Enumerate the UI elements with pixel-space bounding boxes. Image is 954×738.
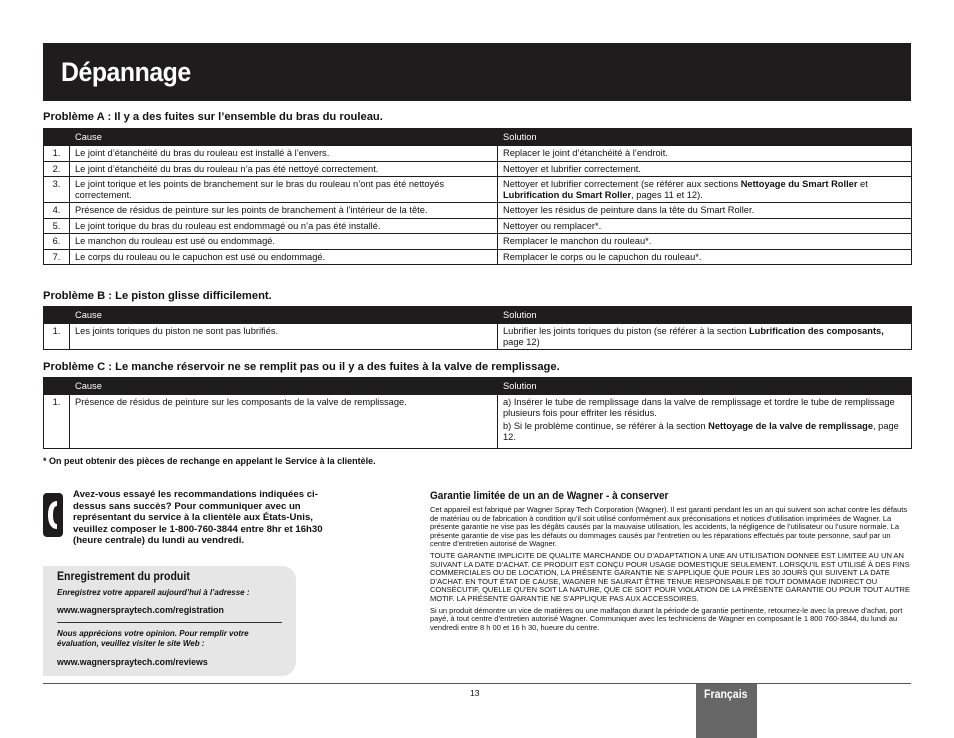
row-number: 1. [44, 324, 70, 350]
cause-cell: Le corps du rouleau ou le capuchon est usé ou endommagé. [70, 249, 498, 265]
row-number: 6. [44, 234, 70, 250]
row-number: 1. [44, 146, 70, 162]
problem-c-table [43, 377, 912, 449]
row-number: 3. [44, 177, 70, 203]
warranty-paragraph: Si un produit démontre un vice de matières ou une malfaçon durant la période de garantie pertinente, retournez-le avec la preuve d’achat, port payé, à tout centre d’entretien autorisé Wagner. Communiquer avec les techniciens de Wagner en composant le 1 800 760-3844, du lundi au vendredi entre 8 h 00 et 16 h 30, hueure du centre. [430, 605, 903, 632]
problem-b-title: Problème B : Le piston glisse difficilement. [43, 290, 272, 302]
table-row [44, 234, 912, 250]
warranty-paragraph: TOUTE GARANTIE IMPLICITE DE QUALITE MARCHANDE OU D’ADAPTATION A UNE AN UTILISATION DONNEE EST LIMITEE AU UN AN SUIVANT LA DATE D’ACHAT. CE PRODUIT EST CONÇU POUR USAGE DOMESTIQUE SEULEMENT. LORSQU’IL EST UTILISÉ À DES FINS COMMERCIALES OU DE LOCATION, LA PRÉSENTE GARANTIE NE S’APPLIQUE QUE POUR LES 30 JOURS QUI SUIVENT LA DATE D’ACHAT. EN TOUT ÉTAT DE CAUSE, WAGNER NE SAURAIT ÊTRE TENUE RESPONSABLE DE TOUT DOMMAGE INDIRECT OU CONSÉCUTIF, QUELLE QU’EN SOIT LA NATURE, QUE CE SOIT POUR VIOLATION DE LA PRÉSENTE GARANTIE OU POUR TOUT AUTRE MOTIF. LA PRÉSENTE GARANTIE NE S’APPLIQUE PAS AUX ACCESSOIRES. [430, 550, 910, 603]
warranty-paragraph: Cet appareil est fabriqué par Wagner Spray Tech Corporation (Wagner). Il est garanti pendant les un an qui suivent son achat contre les défauts de matériau ou de fabrication à condition qu’il soit utilisé conformément aux préconisations et notices d’utilisation imprimées de Wagner. La présente garantie ne vise pas les dégâts causés par la mauvaise utilisation, les accidents, la négligence de l’utilisateur ou l’usure normale. La présente garantie de vise pas les défauts ou dommages causés par l’entretien ou les réparations effectués par toute personne, sauf par un centre d’entretien autorisé de Wagner. [430, 505, 908, 549]
solution-cell: Replacer le joint d’étanchéité à l’endroit. [498, 146, 912, 162]
table-row [44, 249, 912, 265]
table-row [44, 395, 912, 449]
review-text: Nous apprécions votre opinion. Pour remplir votre évaluation, veuillez visiter le site Web : [57, 629, 249, 648]
row-number: 7. [44, 249, 70, 265]
row-number: 1. [44, 395, 70, 449]
solution-cell: Nettoyer et lubrifier correctement. [498, 161, 912, 177]
row-number: 4. [44, 203, 70, 219]
solution-cell: Nettoyer les résidus de peinture dans la tête du Smart Roller. [498, 203, 912, 219]
cause-cell: Les joints toriques du piston ne sont pas lubrifiés. [70, 324, 498, 350]
table-row [44, 177, 912, 203]
table-header-row [44, 129, 912, 146]
cause-cell: Le joint d’étanchéité du bras du rouleau est installé à l’envers. [70, 146, 498, 162]
problem-a-table [43, 128, 912, 265]
column-header-solution: Solution [498, 307, 912, 324]
column-header-solution: Solution [498, 378, 912, 395]
warranty-title: Garantie limitée de un an de Wagner - à conserver [430, 490, 669, 502]
phone-icon [43, 493, 63, 537]
table-row [44, 218, 912, 234]
solution-cell: Remplacer le manchon du rouleau*. [498, 234, 912, 250]
page-title: Dépannage [61, 57, 191, 87]
reviews-link[interactable]: www.wagnerspraytech.com/reviews [57, 657, 208, 668]
column-header-cause: Cause [70, 378, 498, 395]
assistance-text: Avez-vous essayé les recommandations indiquées ci-dessus sans succès? Pour communiquer avec un représentant du service à la clientèle aux États-Unis, veuillez composer le 1-800-760-3844 entre 8hr et 16h30 (heure centrale) du lundi au vendredi. [73, 489, 323, 547]
solution-cell: Nettoyer et lubrifier correctement (se référer aux sections Nettoyage du Smart Roller et Lubrification du Smart Roller, pages 11 et 12). [498, 177, 912, 203]
title-banner [43, 43, 911, 101]
cause-cell: Présence de résidus de peinture sur les points de branchement à l’intérieur de la tête. [70, 203, 498, 219]
table-row [44, 324, 912, 350]
footnote: * On peut obtenir des pièces de rechange en appelant le Service à la clientèle. [43, 456, 376, 466]
problem-c-title: Problème C : Le manche réservoir ne se remplit pas ou il y a des fuites à la valve de remplissage. [43, 361, 560, 373]
cause-cell: Le joint torique du bras du rouleau est endommagé ou n’a pas été installé. [70, 218, 498, 234]
column-header-cause: Cause [70, 307, 498, 324]
warranty-section [430, 490, 910, 635]
row-number: 5. [44, 218, 70, 234]
solution-cell: Nettoyer ou remplacer*. [498, 218, 912, 234]
solution-cell: Remplacer le corps ou le capuchon du rouleau*. [498, 249, 912, 265]
cause-cell: Le joint d’étanchéité du bras du rouleau n’a pas été nettoyé correctement. [70, 161, 498, 177]
footer-divider [43, 683, 911, 684]
divider [57, 622, 282, 623]
row-number: 2. [44, 161, 70, 177]
solution-step-a: a) Insérer le tube de remplissage dans la valve de remplissage et tordre le tube de remplissage plusieurs fois pour effriter les résidus. [503, 397, 895, 418]
table-header-row [44, 378, 912, 395]
table-row [44, 203, 912, 219]
registration-box [43, 566, 296, 676]
column-header-solution: Solution [498, 129, 912, 146]
cause-cell: Le manchon du rouleau est usé ou endommagé. [70, 234, 498, 250]
registration-title: Enregistrement du produit [57, 571, 190, 583]
column-header-cause: Cause [70, 129, 498, 146]
language-label: Français [704, 689, 748, 701]
solution-cell [498, 395, 912, 449]
table-row [44, 146, 912, 162]
cause-cell: Le joint torique et les points de branchement sur le bras du rouleau n’ont pas été nettoyés correctement. [70, 177, 498, 203]
solution-cell: Lubrifier les joints toriques du piston (se référer à la section Lubrification des composants, page 12) [498, 324, 912, 350]
problem-b-table [43, 306, 912, 350]
solution-step-b: b) Si le problème continue, se référer à la section Nettoyage de la valve de remplissage, page 12. [503, 421, 899, 442]
table-header-row [44, 307, 912, 324]
registration-link[interactable]: www.wagnerspraytech.com/registration [57, 605, 224, 616]
page-number: 13 [470, 688, 480, 698]
registration-subtitle: Enregistrez votre appareil aujourd’hui à l’adresse : [57, 588, 250, 597]
problem-a-title: Problème A : Il y a des fuites sur l’ensemble du bras du rouleau. [43, 111, 383, 123]
language-tab [696, 684, 757, 738]
table-row [44, 161, 912, 177]
cause-cell: Présence de résidus de peinture sur les composants de la valve de remplissage. [70, 395, 498, 449]
